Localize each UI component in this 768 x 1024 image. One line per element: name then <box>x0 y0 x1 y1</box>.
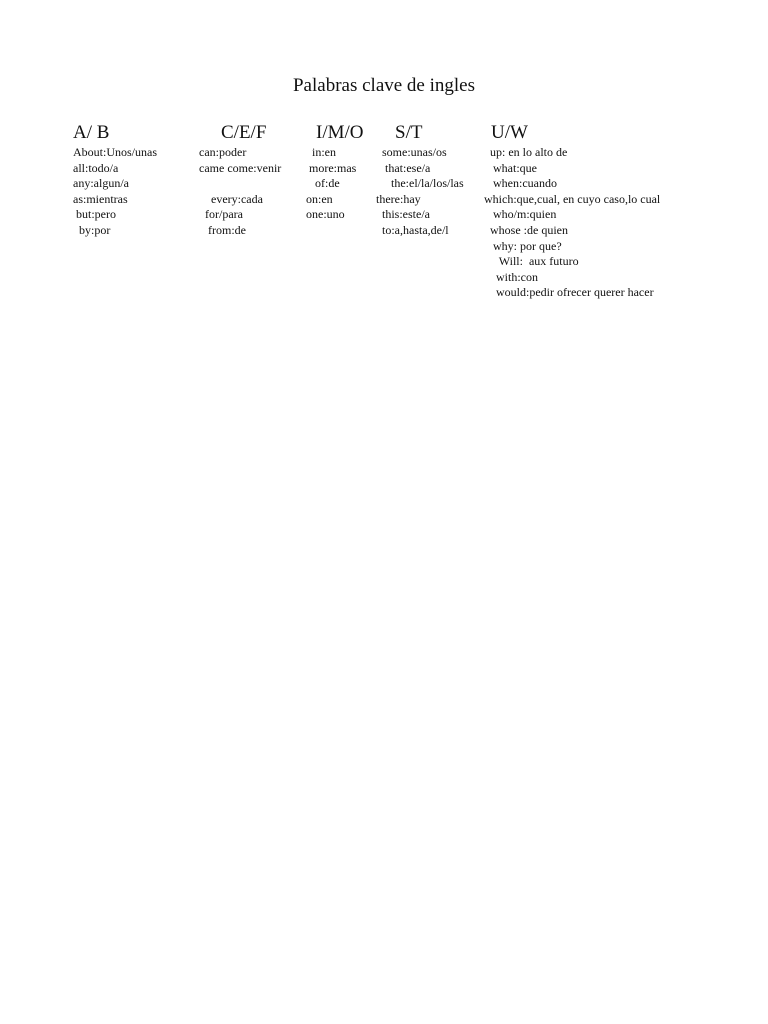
word-entry: up: en lo alto de <box>484 145 568 159</box>
column-heading-c-e-f: C/E/F <box>221 122 267 143</box>
word-entry: with:con <box>484 269 538 284</box>
column-s-t-list <box>376 145 464 239</box>
word-entry <box>199 176 281 192</box>
word-entry: Will: aux futuro <box>484 254 579 269</box>
word-entry: as:mientras <box>73 191 128 206</box>
column-heading-u-w: U/W <box>491 122 528 143</box>
word-entry: every:cada <box>199 191 263 206</box>
word-entry: for/para <box>199 207 243 222</box>
column-i-m-o-list <box>306 145 356 223</box>
word-entry: came come:venir <box>199 160 282 175</box>
word-entry: one:uno <box>306 207 345 222</box>
word-entry: the:el/la/los/las <box>376 176 464 191</box>
word-entry: that:ese/a <box>376 160 431 175</box>
word-entry: what:que <box>484 160 537 175</box>
page-title: Palabras clave de ingles <box>292 75 475 96</box>
word-entry: in:en <box>306 145 336 159</box>
word-entry: About:Unos/unas <box>73 145 157 159</box>
word-entry: any:algun/a <box>73 176 129 191</box>
word-entry: more:mas <box>306 160 357 175</box>
column-heading-i-m-o: I/M/O <box>316 122 364 143</box>
word-entry: who/m:quien <box>484 207 557 222</box>
word-entry: why: por que? <box>484 238 562 253</box>
word-entry: by:por <box>73 222 111 237</box>
word-entry: when:cuando <box>484 176 557 191</box>
column-c-e-f-list <box>199 145 281 239</box>
word-entry: would:pedir ofrecer querer hacer <box>484 285 654 300</box>
column-u-w-list <box>484 145 660 301</box>
column-a-b-list <box>73 145 157 239</box>
word-entry: this:este/a <box>376 207 430 222</box>
word-entry: some:unas/os <box>376 145 447 159</box>
word-entry: all:todo/a <box>73 160 119 175</box>
word-entry: which:que,cual, en cuyo caso,lo cual <box>484 191 661 206</box>
word-entry: but:pero <box>73 207 116 222</box>
word-entry: from:de <box>199 222 246 237</box>
word-entry: there:hay <box>376 191 421 206</box>
word-entry: of:de <box>306 176 340 191</box>
word-entry: whose :de quien <box>484 222 568 237</box>
column-heading-a-b: A/ B <box>73 122 110 143</box>
word-entry: to:a,hasta,de/l <box>376 222 449 237</box>
word-entry: on:en <box>306 191 333 206</box>
word-entry: can:poder <box>199 145 247 159</box>
column-heading-s-t: S/T <box>395 122 423 143</box>
